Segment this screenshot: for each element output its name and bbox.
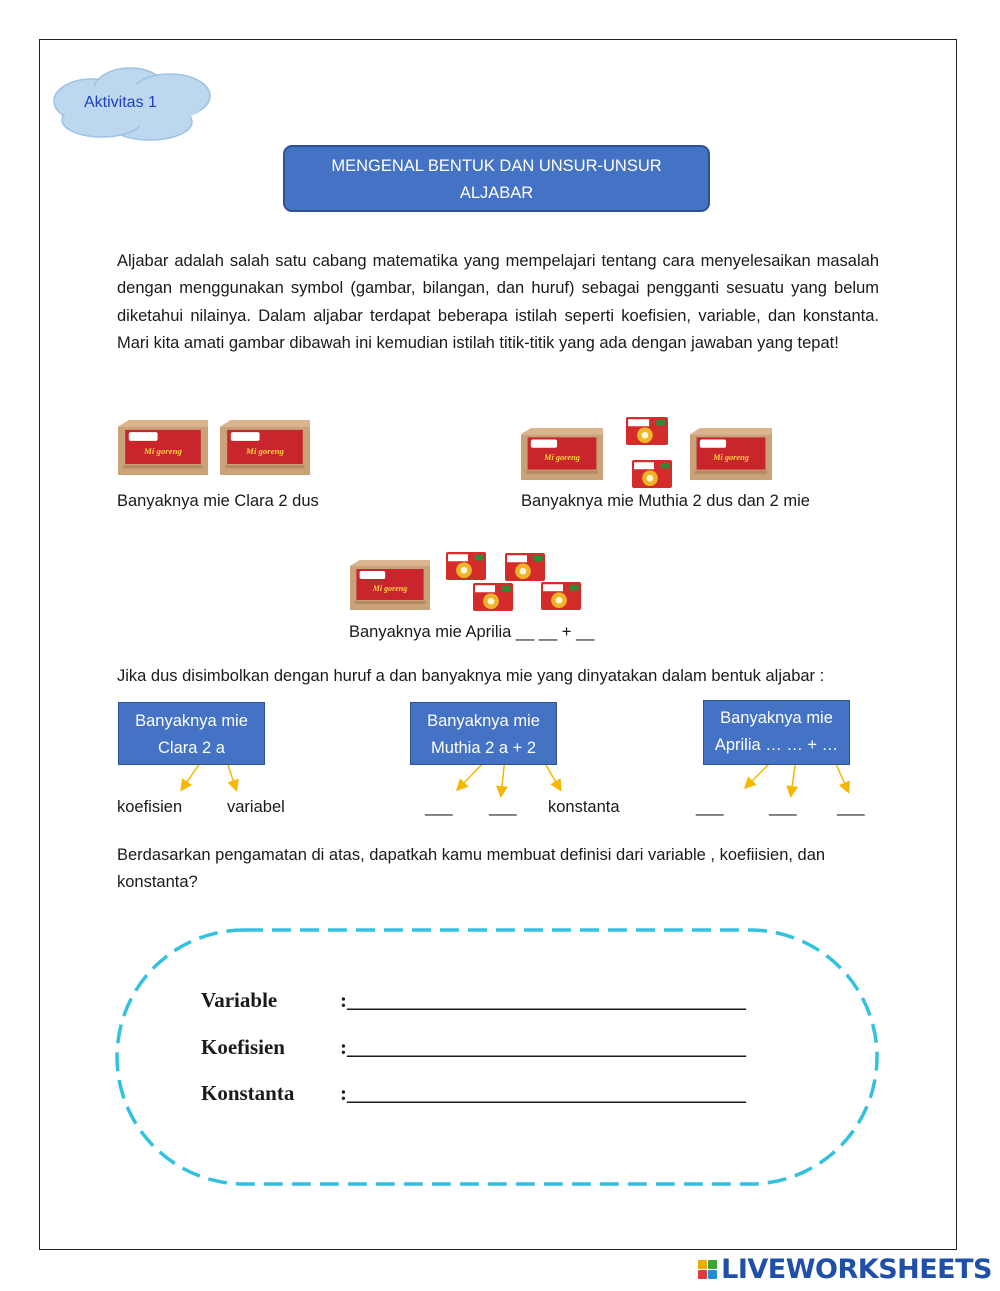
- def-answer-koefisien[interactable]: :______________________________________: [340, 1035, 746, 1059]
- pack-muthia-2: [632, 460, 672, 488]
- pack-muthia-1: [626, 417, 668, 445]
- box-aprilia-line2: Aprilia … … + …: [714, 736, 839, 754]
- svg-text:Mi goreng: Mi goreng: [544, 453, 580, 463]
- blank-aprilia-1[interactable]: ___: [696, 798, 724, 816]
- blank-aprilia-3[interactable]: ___: [837, 798, 865, 816]
- def-term-variable: Variable: [201, 988, 278, 1012]
- blank-muthia-2[interactable]: ___: [489, 798, 517, 816]
- liveworksheets-logo: [698, 1254, 992, 1285]
- def-answer-variable[interactable]: :______________________________________: [340, 988, 746, 1012]
- intro-paragraph: Aljabar adalah salah satu cabang matematika yang mempelajari tentang cara menyelesaikan masalah dengan menggunakan symbol (gambar, bilangan, dan huruf) sebagai pengganti sesuatu yang belum diketahui nilainya. Dalam aljabar terdapat beberapa istilah seperti koefisien, variable, dan konstanta. Mari kita amati gambar dibawah ini kemudian istilah titik-titik yang ada dengan jawaban yang tepat!: [117, 252, 879, 352]
- box-muthia: [410, 702, 557, 765]
- def-term-konstanta: Konstanta: [201, 1081, 295, 1105]
- pack-aprilia-3: [473, 583, 513, 611]
- carton-muthia-1: [521, 428, 603, 480]
- title-line-2: ALJABAR: [459, 184, 534, 202]
- symbol-intro: Jika dus disimbolkan dengan huruf a dan banyaknya mie yang dinyatakan dalam bentuk aljabar :: [117, 667, 825, 685]
- svg-text:Mi goreng: Mi goreng: [246, 446, 284, 457]
- activity-label: Aktivitas 1: [84, 94, 157, 111]
- box-muthia-line1: Banyaknya mie: [427, 712, 540, 730]
- label-konstanta: konstanta: [548, 798, 620, 816]
- box-muthia-line2: Muthia 2 a + 2: [430, 739, 537, 757]
- carton-clara-2: [220, 420, 310, 475]
- blank-muthia-1[interactable]: ___: [425, 798, 453, 816]
- blank-aprilia-2[interactable]: ___: [769, 798, 797, 816]
- box-aprilia: [703, 700, 850, 765]
- box-aprilia-line1: Banyaknya mie: [720, 709, 833, 727]
- carton-muthia-2: [690, 428, 772, 480]
- carton-clara-1: [118, 420, 208, 475]
- liveworksheets-mark-icon: [698, 1260, 717, 1279]
- title-line-1: MENGENAL BENTUK DAN UNSUR-UNSUR: [331, 157, 662, 175]
- caption-muthia: Banyaknya mie Muthia 2 dus dan 2 mie: [521, 492, 810, 510]
- svg-text:Mi goreng: Mi goreng: [372, 584, 408, 593]
- caption-clara: Banyaknya mie Clara 2 dus: [117, 492, 319, 510]
- def-term-koefisien: Koefisien: [201, 1035, 285, 1059]
- footer-brand: LIVEWORKSHEETS: [721, 1254, 992, 1285]
- label-koefisien: koefisien: [117, 798, 183, 816]
- question-text: Berdasarkan pengamatan di atas, dapatkah kamu membuat definisi dari variable , koefiisien, dan konstanta?: [117, 846, 826, 891]
- caption-aprilia: Banyaknya mie Aprilia __ __ + __: [349, 623, 595, 641]
- svg-text:Mi goreng: Mi goreng: [713, 453, 749, 463]
- pack-aprilia-4: [541, 582, 581, 610]
- box-clara-line2: Clara 2 a: [158, 739, 225, 757]
- pack-aprilia-1: [446, 552, 486, 580]
- pack-aprilia-2: [505, 553, 545, 581]
- label-variabel: variabel: [227, 798, 285, 816]
- box-clara: [118, 702, 265, 765]
- svg-text:Mi goreng: Mi goreng: [144, 446, 182, 457]
- carton-aprilia-1: [350, 560, 430, 610]
- def-answer-konstanta[interactable]: :______________________________________: [340, 1081, 746, 1105]
- box-clara-line1: Banyaknya mie: [135, 712, 248, 730]
